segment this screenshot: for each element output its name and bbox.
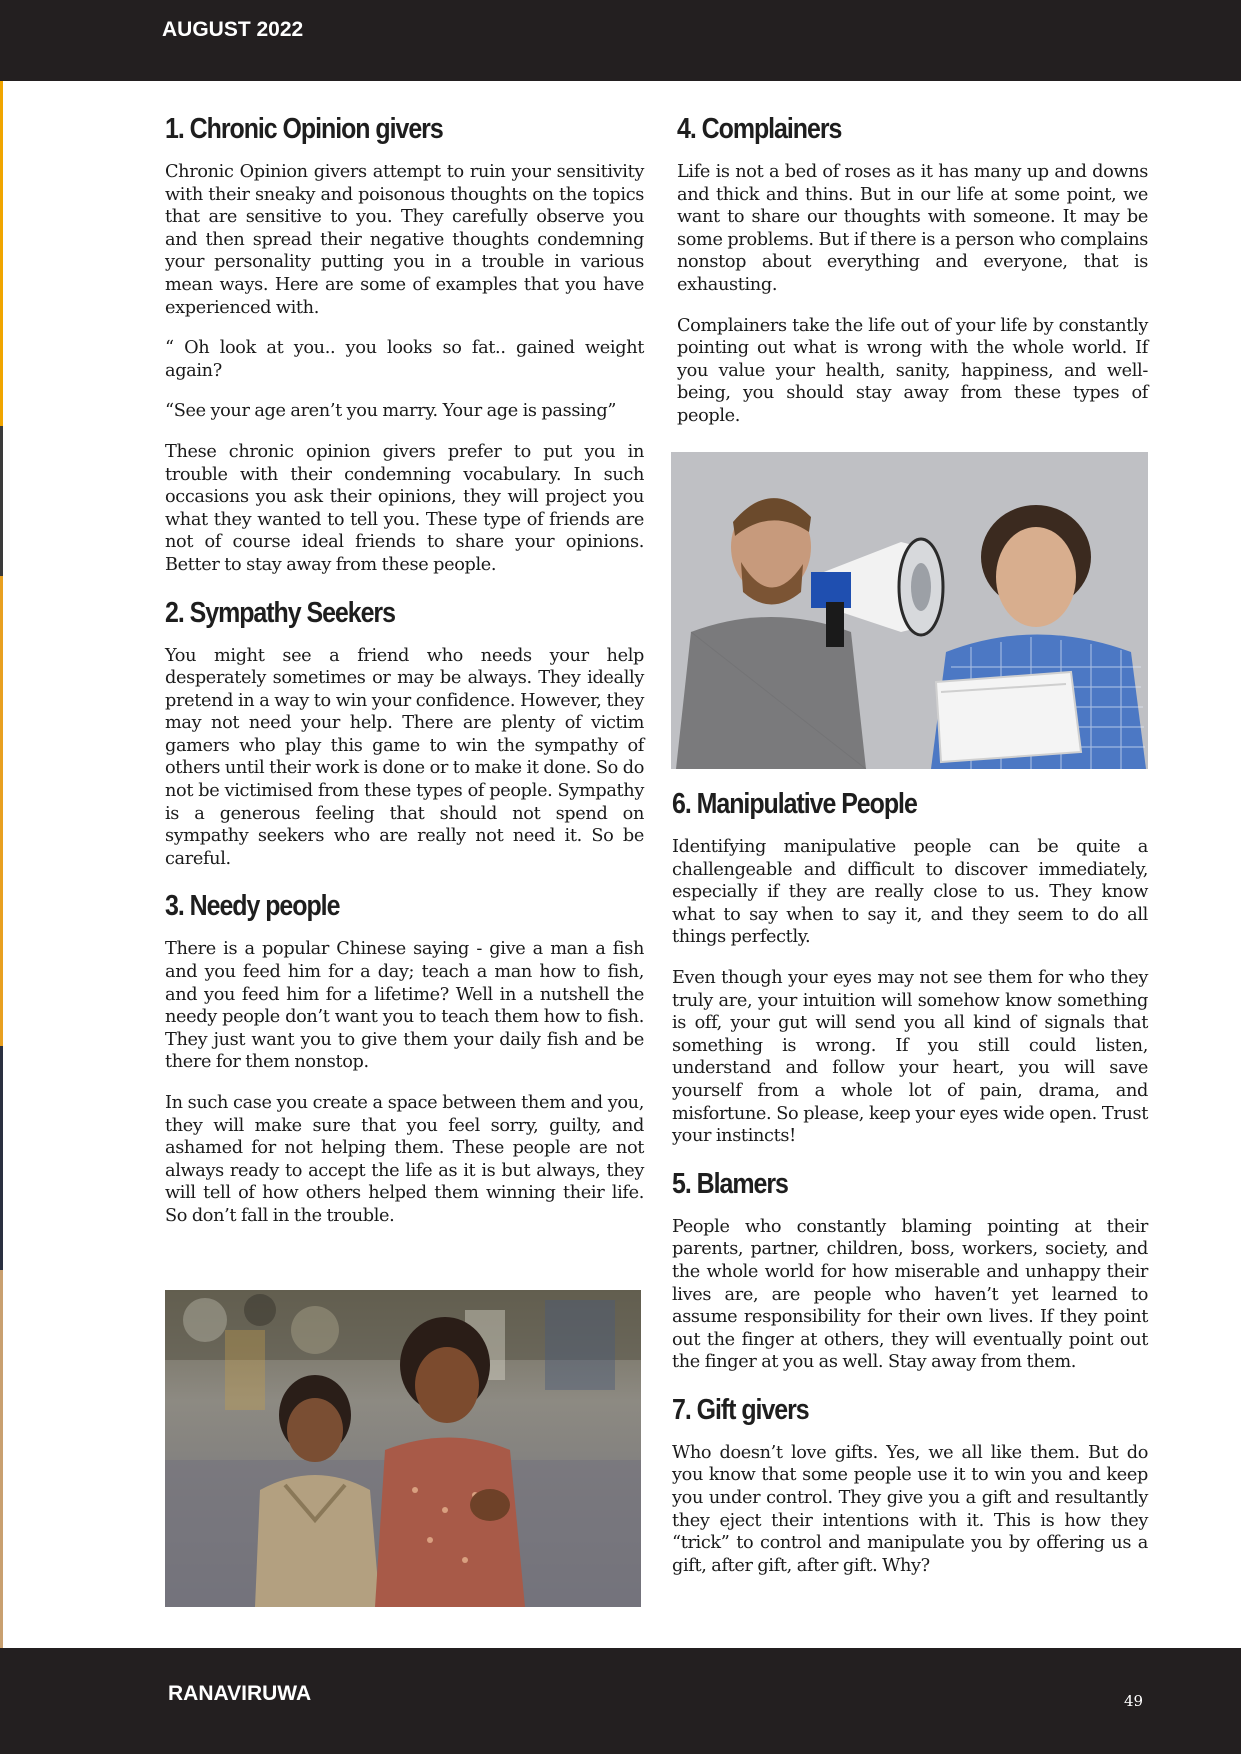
section-heading-gift: 7. Gift givers bbox=[672, 1393, 809, 1426]
page-edge-navy bbox=[0, 1046, 3, 1270]
issue-date: AUGUST 2022 bbox=[162, 18, 304, 41]
chronic-paragraph-1: Chronic Opinion givers attempt to ruin your sensitivity with their sneaky and poisonous thoughts on the topics that are sensitive to you. They carefully observe you and then spread their negative thoughts condemning your personality putting you in a trouble in various mean ways. Here are some of examples that you have experienced with. bbox=[165, 162, 644, 318]
chronic-quote-1: “ Oh look at you.. you looks so fat.. gained weight again? bbox=[165, 338, 644, 381]
left-column bbox=[165, 111, 644, 1246]
manipulative-paragraph-1: Identifying manipulative people can be quite a challengeable and difficult to discover immediately, especially if they are really close to us. They know what to say when to say it, and they seem to do all things perfectly. bbox=[672, 837, 1148, 948]
publication-name: RANAVIRUWA bbox=[168, 1682, 312, 1705]
right-column-bottom bbox=[672, 786, 1148, 1595]
page-edge-accent bbox=[0, 81, 3, 426]
section-heading-complainers: 4. Complainers bbox=[677, 113, 842, 145]
chronic-quote-2: “See your age aren’t you marry. Your age is passing” bbox=[165, 401, 617, 422]
needy-paragraph-1: There is a popular Chinese saying - give a man a fish and you feed him for a day; teach a man how to fish, and you feed him for a lifetime? Well in a nutshell the needy people don’t want you to teach them how to fish. They just want you to give them your daily fish and be there for them nonstop. bbox=[165, 939, 644, 1073]
section-heading-blamers: 5. Blamers bbox=[672, 1167, 788, 1200]
megaphone-photo bbox=[671, 452, 1148, 769]
page-edge-accent-2 bbox=[0, 576, 3, 1046]
manipulative-paragraph-2: Even though your eyes may not see them for who they truly are, your intuition will somehow know something is off, your gut will send you all kind of signals that something is wrong. If you still could listen, understand and follow your heart, you will save yourself from a whole lot of pain, drama, and misfortune. So please, keep your eyes wide open. Trust your instincts! bbox=[672, 967, 1148, 1147]
section-heading-chronic: 1. Chronic Opinion givers bbox=[165, 113, 443, 145]
page-header bbox=[0, 0, 1241, 81]
section-heading-manipulative: 6. Manipulative People bbox=[672, 788, 917, 820]
blamers-paragraph: People who constantly blaming pointing at their parents, partner, children, boss, workers, society, and the whole world for how miserable and unhappy their lives are, are people who haven’t yet learned to assume responsibility for their own lives. If they point out the finger at others, they will eventually point out the finger at you as well. Stay away from them. bbox=[672, 1216, 1148, 1373]
page-footer bbox=[0, 1648, 1241, 1754]
complainers-paragraph-2: Complainers take the life out of your life by constantly pointing out what is wrong with the whole world. If you value your health, sanity, happiness, and well-being, you should stay away from these types of people. bbox=[677, 315, 1148, 426]
needy-paragraph-2: In such case you create a space between them and you, they will make sure that you feel sorry, guilty, and ashamed for not helping them. These people are not always ready to accept the life as it is but always, they will tell of how others helped them winning their life. So don’t fall in the trouble. bbox=[165, 1093, 644, 1226]
gift-paragraph: Who doesn’t love gifts. Yes, we all like them. But do you know that some people use it to win you and keep you under control. They give you a gift and resultantly they eject their intentions with it. This is how they “trick” to control and manipulate you by offering us a gift, after gift, after gift. Why? bbox=[672, 1442, 1148, 1576]
children-photo bbox=[165, 1290, 641, 1607]
page-edge-tan bbox=[0, 1270, 3, 1648]
complainers-paragraph-1: Life is not a bed of roses as it has many up and downs and thick and thins. But in our life at some point, we want to share our thoughts with someone. It may be some problems. But if there is a person who complains nonstop about everything and everyone, that is exhausting. bbox=[677, 162, 1148, 295]
sympathy-paragraph: You might see a friend who needs your help desperately sometimes or may be always. They ideally pretend in a way to win your confidence. However, they may not need your help. There are plenty of victim gamers who play this game to win the sympathy of others until their work is done or to make it done. So do not be victimised from these types of people. Sympathy is a generous feeling that should not spend on sympathy seekers who are really not need it. So be careful. bbox=[165, 645, 644, 869]
section-heading-sympathy: 2. Sympathy Seekers bbox=[165, 596, 395, 629]
right-column-top bbox=[677, 111, 1148, 446]
page-number: 49 bbox=[1124, 1692, 1144, 1710]
page-edge-dark bbox=[0, 426, 3, 576]
section-heading-needy: 3. Needy people bbox=[165, 890, 340, 923]
chronic-paragraph-2: These chronic opinion givers prefer to put you in trouble with their condemning vocabulary. In such occasions you ask their opinions, they will project you what they wanted to tell you. These type of friends are not of course ideal friends to share your opinions. Better to stay away from these people. bbox=[165, 441, 644, 575]
